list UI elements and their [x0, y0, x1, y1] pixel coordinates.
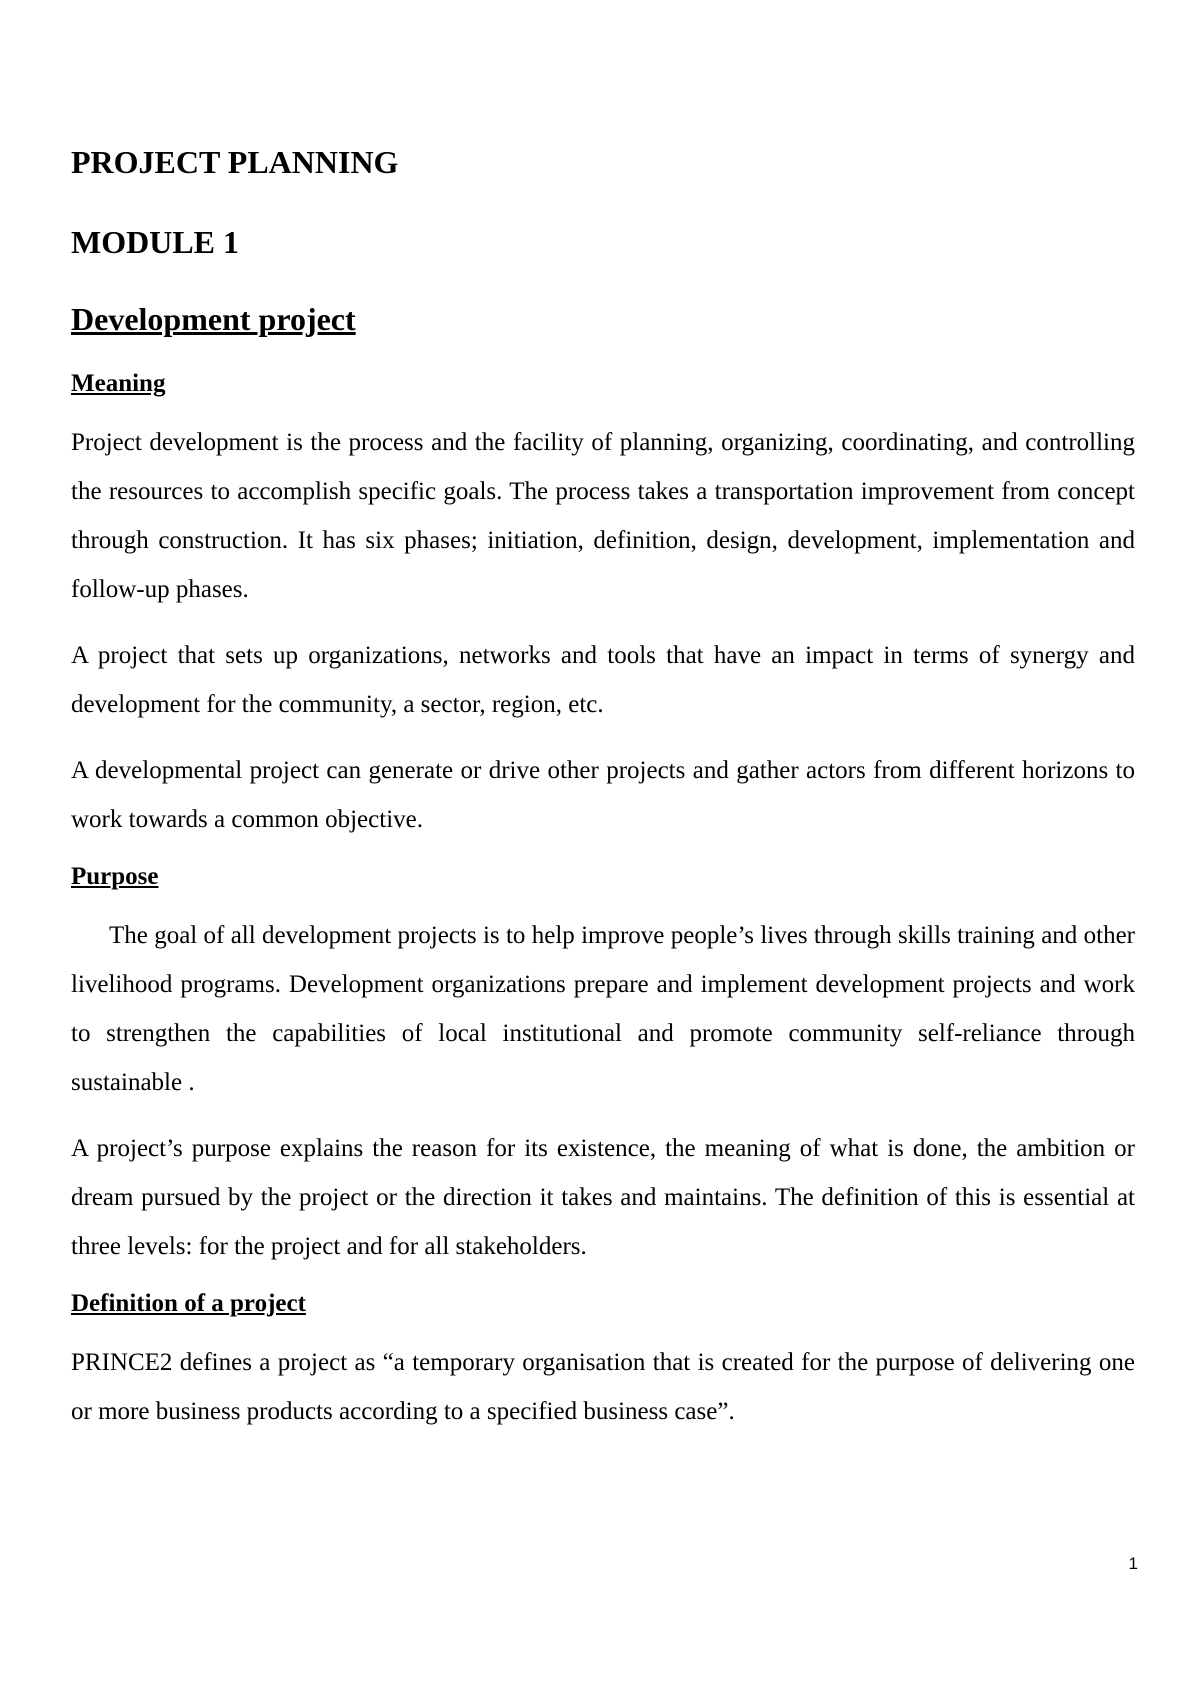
meaning-paragraph-2: A project that sets up organizations, networks and tools that have an impact in terms of synergy and development for the community, a sector, region, etc. — [71, 642, 1135, 718]
document-title: PROJECT PLANNING — [71, 144, 399, 180]
meaning-heading: Meaning — [71, 370, 166, 397]
purpose-paragraph-1: The goal of all development projects is to help improve people’s lives through skills training and other livelihood programs. Development organizations prepare and implement development projects and work to strengthen the capabilities of local institutional and promote community self-reliance through sustainable . — [71, 922, 1135, 1096]
page-content — [71, 143, 1135, 1453]
definition-paragraph: PRINCE2 defines a project as “a temporary organisation that is created for the purpose of delivering one or more business products according to a specified business case”. — [71, 1349, 1135, 1425]
meaning-paragraph-3: A developmental project can generate or drive other projects and gather actors from different horizons to work towards a common objective. — [71, 757, 1135, 833]
purpose-heading: Purpose — [71, 863, 159, 890]
section-heading: Development project — [71, 301, 356, 337]
meaning-paragraph-1: Project development is the process and the facility of planning, organizing, coordinating, and controlling the resources to accomplish specific goals. The process takes a transportation improvement from concept through construction. It has six phases; initiation, definition, design, development, implementation and follow-up phases. — [71, 429, 1135, 603]
purpose-paragraph-2: A project’s purpose explains the reason for its existence, the meaning of what is done, the ambition or dream pursued by the project or the direction it takes and maintains. The definition of this is essential at three levels: for the project and for all stakeholders. — [71, 1135, 1135, 1260]
page-number: 1 — [1128, 1554, 1138, 1573]
definition-heading: Definition of a project — [71, 1290, 306, 1317]
module-heading: MODULE 1 — [71, 224, 239, 260]
